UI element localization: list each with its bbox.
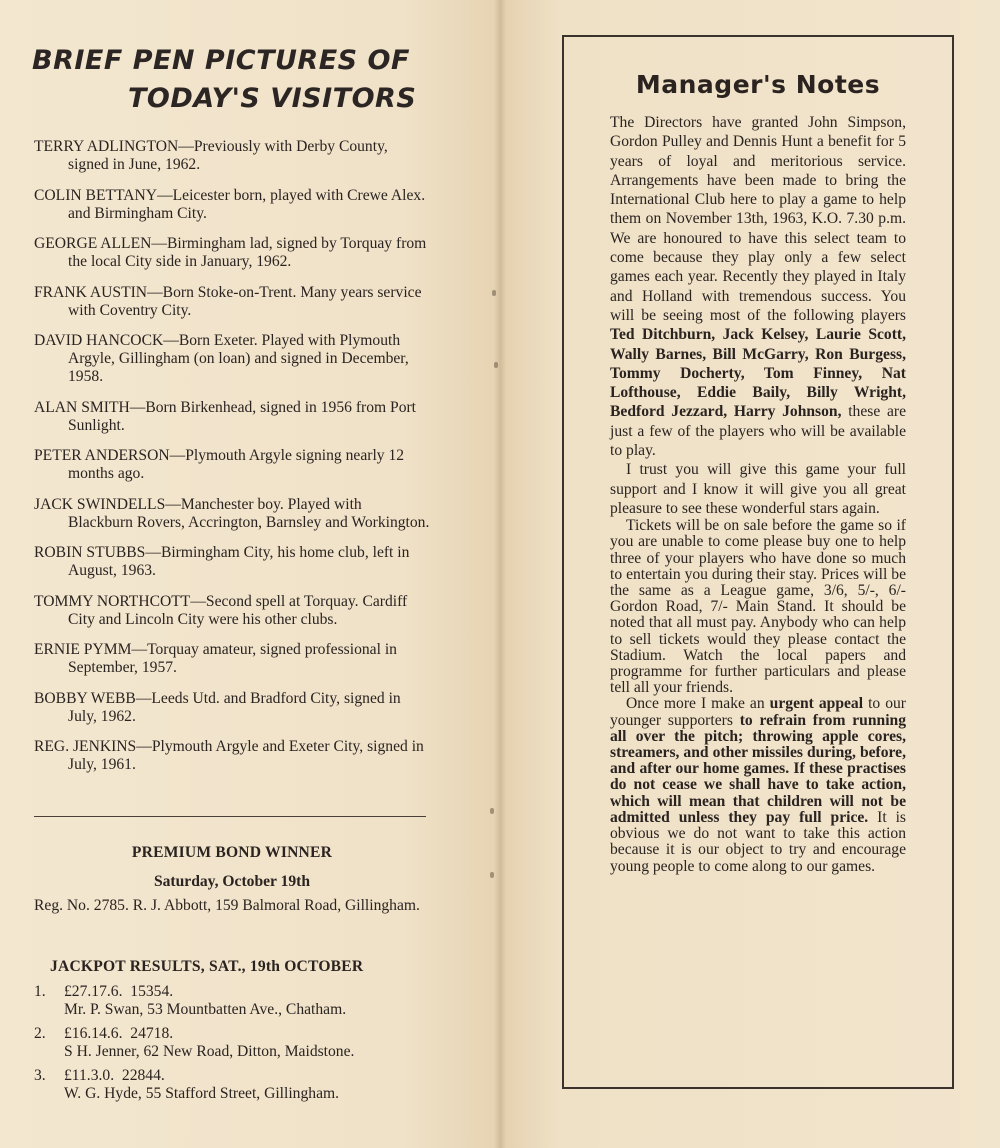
visitor-bio: —Born Exeter. Played with Plymouth Argyle, Gillingham (on loan) and signed in December, 1958. — [68, 332, 409, 385]
jackpot-prize: £11.3.0. — [64, 1067, 115, 1084]
visitor-name: REG. JENKINS — [34, 738, 137, 755]
visitor-name: ROBIN STUBBS — [34, 544, 146, 561]
notes-text: The Directors have granted John Simpson, Gordon Pulley and Dennis Hunt a benefit for 5 years of loyal and meritorious service. Arrangements have been made to bring the International Club here to play a game to help them on November 13th, 1963, K.O. 7.30 p.m. We are honoured to have this select team to come because they play only a few select games each year. Recently they played in Italy and Holland with tremendous success. You will be seeing most of the following players — [610, 114, 906, 324]
jackpot-rank: 3. — [34, 1067, 46, 1084]
notes-text: Once more I make an — [626, 695, 770, 713]
visitor-name: DAVID HANCOCK — [34, 332, 164, 349]
visitor-entry — [34, 690, 430, 726]
visitor-entry — [34, 284, 430, 320]
paper-speck — [492, 290, 496, 296]
section-divider — [34, 816, 426, 817]
jackpot-result — [34, 1067, 434, 1103]
premium-bond-winner: Reg. No. 2785. R. J. Abbott, 159 Balmoral Road, Gillingham. — [34, 897, 420, 914]
visitor-name: JACK SWINDELLS — [34, 495, 166, 513]
jackpot-results — [34, 983, 434, 1109]
jackpot-prize: £27.17.6. — [64, 983, 123, 1000]
jackpot-ticket: 24718. — [130, 1025, 174, 1042]
visitor-bio: —Plymouth Argyle signing nearly 12 months ago. — [68, 447, 405, 482]
visitor-name: TOMMY NORTHCOTT — [34, 592, 191, 610]
visitor-entry — [34, 738, 430, 774]
visitor-name: COLIN BETTANY — [34, 186, 158, 204]
premium-bond-date: Saturday, October 19th — [153, 873, 311, 890]
visitor-entry — [34, 187, 430, 223]
visitor-entry — [34, 332, 430, 386]
visitor-bio: —Born Birkenhead, signed in 1956 from Port Sunlight. — [68, 398, 417, 434]
notes-text: to our younger supporters — [610, 695, 906, 729]
paper-speck — [490, 872, 494, 878]
visitor-name: TERRY ADLINGTON — [34, 138, 179, 155]
paper-speck — [494, 362, 498, 368]
notes-text: these are just a few of the players who will be available to play. — [610, 403, 906, 460]
notes-paragraph — [610, 696, 906, 874]
paper-speck — [490, 808, 494, 814]
visitor-bio: —Leicester born, played with Crewe Alex. and Birmingham City. — [68, 186, 426, 222]
visitor-entry — [34, 399, 430, 435]
jackpot-title: JACKPOT RESULTS, SAT., 19th OCTOBER — [50, 958, 364, 975]
notes-paragraph: I trust you will give this game your full support and I know it will give you all great pleasure to see these wonderful stars again. — [610, 461, 906, 517]
visitor-entry — [34, 496, 430, 532]
jackpot-result — [34, 983, 434, 1019]
jackpot-prize: £16.14.6. — [64, 1025, 123, 1042]
visitor-bio: —Leeds Utd. and Bradford City, signed in July, 1962. — [68, 689, 401, 725]
visitor-entry — [34, 235, 430, 271]
managers-notes-body — [610, 112, 906, 875]
visitor-name: ALAN SMITH — [34, 398, 130, 416]
visitor-bio: —Birmingham City, his home club, left in August, 1963. — [68, 544, 410, 579]
visitor-entry — [34, 641, 430, 677]
visitor-name: GEORGE ALLEN — [34, 235, 152, 252]
jackpot-rank: 1. — [34, 983, 46, 1000]
visitor-bio: —Previously with Derby County, signed in June, 1962. — [68, 138, 388, 173]
visitor-name: PETER ANDERSON — [34, 447, 170, 464]
visitor-name: BOBBY WEBB — [34, 689, 136, 707]
notes-text: It is obvious we do not want to take this action because it is our object to try and encourage young people to come along to our games. — [610, 808, 906, 875]
notes-urgent-appeal: urgent appeal — [769, 695, 864, 713]
jackpot-ticket: 15354. — [130, 983, 174, 1000]
headline-line-1: BRIEF PEN PICTURES OF — [32, 45, 410, 76]
visitor-entry — [34, 138, 430, 174]
managers-notes-title: Manager's Notes — [635, 70, 881, 99]
visitor-bio: —Manchester boy. Played with Blackburn Rovers, Accrington, Barnsley and Workington. — [68, 495, 430, 531]
visitors-headline — [32, 42, 432, 118]
notes-players: Ted Ditchburn, Jack Kelsey, Laurie Scott, Wally Barnes, Bill McGarry, Ron Burgess, Tommy Docherty, Tom Finney, Nat Lofthouse, Eddie Baily, Billy Wright, Bedford Jezzard, Harry Johnson, — [610, 326, 906, 421]
visitor-entry — [34, 447, 430, 483]
visitor-bio: —Second spell at Torquay. Cardiff City and Lincoln City were his other clubs. — [68, 592, 408, 628]
headline-line-2: TODAY'S VISITORS — [128, 83, 417, 114]
visitor-name: ERNIE PYMM — [34, 641, 132, 658]
visitor-bio: —Born Stoke-on-Trent. Many years service with Coventry City. — [68, 283, 422, 319]
visitor-entry — [34, 593, 430, 629]
jackpot-rank: 2. — [34, 1025, 46, 1042]
jackpot-winner: S H. Jenner, 62 New Road, Ditton, Maidstone. — [64, 1043, 355, 1060]
jackpot-winner: Mr. P. Swan, 53 Mountbatten Ave., Chatham. — [64, 1001, 347, 1018]
page-gutter — [494, 0, 506, 1148]
jackpot-result — [34, 1025, 434, 1061]
notes-warning: to refrain from running all over the pitch; throwing apple cores, streamers, and other missiles during, before, and after our home games. If these practises do not cease we shall have to take action, which will mean that children will not be admitted unless they pay full price. — [610, 711, 906, 826]
visitor-bio: —Plymouth Argyle and Exeter City, signed in July, 1961. — [68, 738, 424, 773]
premium-bond-title: PREMIUM BOND WINNER — [131, 844, 333, 861]
notes-paragraph: Tickets will be on sale before the game so if you are unable to come please buy one to help three of your players who have done so much to entertain you during their stay. Prices will be the same as a League game, 3/6, 5/-, 6/- Gordon Road, 7/- Main Stand. It should be noted that all must pay. Anybody who can help to sell tickets would they please contact the Stadium. Watch the local papers and programme for further particulars and please tell all your friends. — [610, 517, 906, 697]
jackpot-ticket: 22844. — [121, 1067, 165, 1084]
visitor-list — [34, 138, 430, 787]
visitor-bio: —Torquay amateur, signed professional in September, 1957. — [68, 641, 397, 676]
visitor-name: FRANK AUSTIN — [34, 283, 148, 301]
visitor-bio: —Birmingham lad, signed by Torquay from the local City side in January, 1962. — [68, 235, 427, 270]
jackpot-winner: W. G. Hyde, 55 Stafford Street, Gillingham. — [64, 1085, 340, 1102]
notes-paragraph — [610, 112, 906, 460]
visitor-entry — [34, 544, 430, 580]
